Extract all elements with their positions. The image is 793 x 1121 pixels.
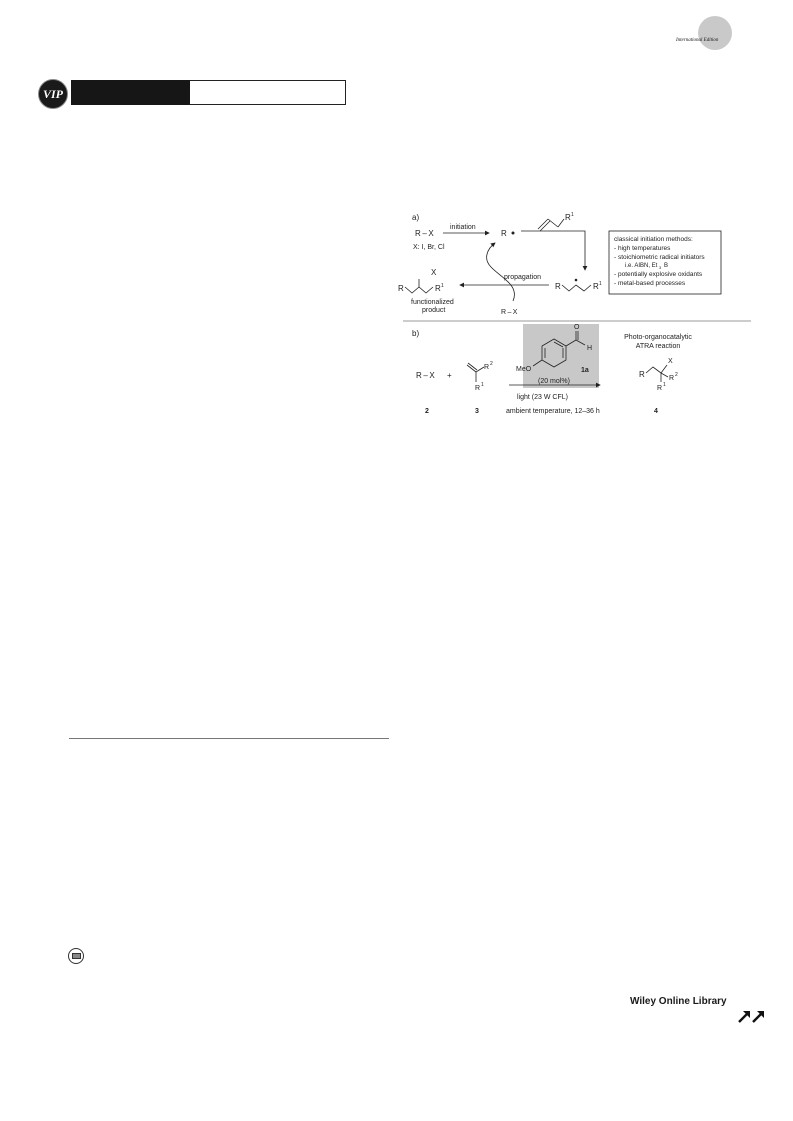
- product-r: R: [398, 284, 404, 293]
- adduct-r: R: [555, 282, 561, 291]
- product-x: X: [431, 268, 437, 277]
- method-item-b: B: [664, 263, 669, 269]
- supporting-info-icon[interactable]: [68, 948, 84, 964]
- method-item: - stoichiometric radical initiators: [614, 254, 705, 261]
- radical-r: R: [501, 229, 507, 238]
- methods-title: classical initiation methods:: [614, 236, 693, 243]
- catalyst-oxygen: O: [574, 324, 580, 331]
- alkene-r1: R: [565, 213, 571, 222]
- method-item: - potentially explosive oxidants: [614, 271, 703, 278]
- compound-number: 4: [654, 408, 658, 415]
- vip-badge: VIP: [38, 79, 68, 109]
- radical-dot: [512, 232, 515, 235]
- reaction-scheme-figure: [395, 205, 755, 437]
- temperature-condition: ambient temperature, 12–36 h: [506, 408, 600, 415]
- product-structure: [405, 279, 433, 293]
- product-r1: R: [435, 284, 441, 293]
- panel-b-label: b): [412, 329, 420, 338]
- double-arrow-icon[interactable]: [737, 1008, 767, 1024]
- catalyst-hydrogen: H: [587, 345, 593, 352]
- product-label: functionalized: [411, 299, 454, 306]
- adduct-r1: R: [593, 282, 599, 291]
- adduct-radical-dot: [575, 279, 578, 282]
- catalyst-meo: MeO: [516, 366, 532, 373]
- reagent-rx-b: R – X: [416, 371, 435, 380]
- propagation-label: propagation: [504, 274, 541, 281]
- propagation-cycle-arrow: [487, 243, 515, 301]
- method-item: - high temperatures: [614, 245, 671, 252]
- catalyst-id: 1a: [581, 367, 589, 374]
- adduct-r1-sup: 1: [599, 281, 602, 287]
- reagent-rx: R – X: [415, 229, 434, 238]
- product-4-r: R: [639, 370, 645, 379]
- panel-a-label: a): [412, 213, 420, 222]
- reagent-rx-2: R – X: [501, 309, 518, 316]
- light-condition: light (23 W CFL): [517, 394, 568, 401]
- edition-badge: [698, 16, 732, 50]
- adduct-structure: [562, 285, 591, 291]
- alkene-r1-sup: 1: [571, 212, 574, 218]
- method-item-sub: 3: [659, 265, 662, 270]
- product-4-x: X: [668, 358, 673, 365]
- product-4-r1-sup: 1: [663, 382, 666, 388]
- catalyst-loading: (20 mol%): [538, 378, 570, 385]
- method-item: i.e. AIBN, Et: [625, 263, 658, 269]
- initiation-label: initiation: [450, 224, 476, 231]
- section-banner-fill: [71, 80, 190, 105]
- atra-title: ATRA reaction: [635, 343, 681, 350]
- publisher-label[interactable]: Wiley Online Library: [630, 996, 727, 1007]
- addition-arrow: [521, 231, 585, 270]
- compound-number: 3: [475, 408, 479, 415]
- product-4-r2: R: [669, 375, 675, 382]
- product-label: product: [422, 307, 446, 314]
- atra-title: Photo-organocatalytic: [624, 334, 692, 341]
- product-4-structure: [646, 365, 668, 382]
- alkene-3-r1-sup: 1: [481, 382, 484, 388]
- alkene-3-r1: R: [475, 385, 481, 392]
- plus-sign: +: [447, 371, 452, 380]
- alkene-3-r2-sup: 2: [490, 361, 493, 367]
- alkene-3-structure: [467, 363, 484, 382]
- edition-label: International Edition: [676, 38, 719, 43]
- compound-number: 2: [425, 408, 429, 415]
- alkene-structure: [538, 219, 564, 231]
- halogen-list: X: I, Br, Cl: [413, 244, 445, 251]
- footnote-divider: [69, 738, 389, 739]
- product-4-r1: R: [657, 385, 663, 392]
- product-4-r2-sup: 2: [675, 372, 678, 378]
- product-r1-sup: 1: [441, 283, 444, 289]
- method-item: - metal-based processes: [614, 280, 686, 287]
- alkene-3-r2: R: [484, 364, 490, 371]
